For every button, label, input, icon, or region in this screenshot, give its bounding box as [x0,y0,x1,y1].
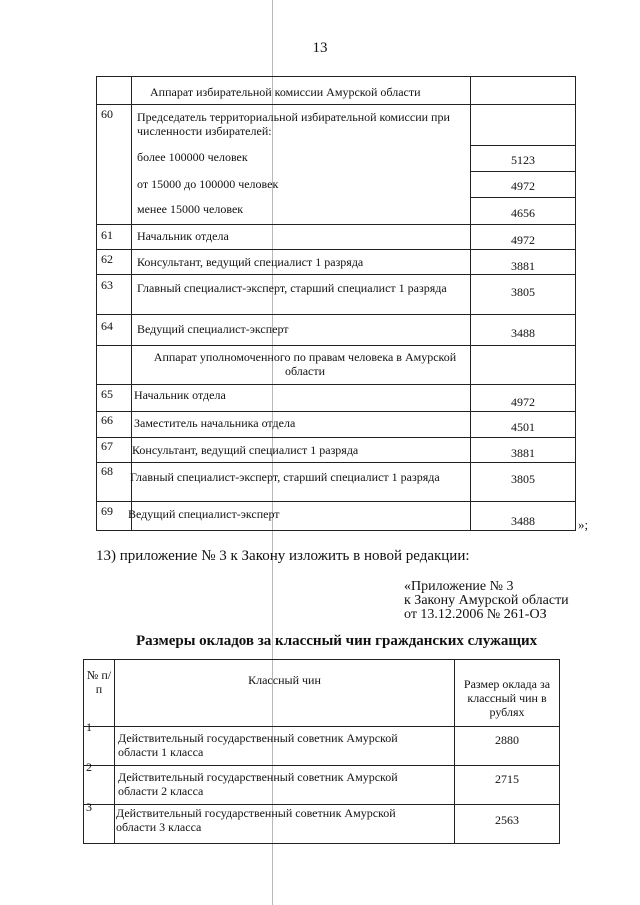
salary-value: 4972 [511,395,535,409]
section-header-ombudsman: Аппарат уполномоченного по правам человека в Амурской области [153,350,457,378]
row-number: 67 [101,439,113,453]
header-amount: Размер оклада за классный чин в рублях [463,677,551,719]
rank-value: 2880 [495,733,519,747]
row-title: Начальник отдела [137,229,229,243]
header-number: № п/п [86,668,112,696]
table-cell [470,76,576,105]
salary-value: 4972 [511,179,535,193]
salary-value: 5123 [511,153,535,167]
rank-title: Действительный государственный советник Амурской области 3 класса [116,806,396,834]
table-cell [96,345,132,385]
table-cell [114,659,455,727]
salary-value: 3805 [511,285,535,299]
row-title: Ведущий специалист-эксперт [137,322,289,336]
row-title: Начальник отдела [134,388,226,402]
section-header-izbirkom: Аппарат избирательной комиссии Амурской области [150,85,421,99]
rank-value: 2715 [495,772,519,786]
row-title: Главный специалист-эксперт, старший специалист 1 разряда [130,470,440,484]
row-number: 1 [86,720,92,734]
row-number: 62 [101,252,113,266]
salary-value: 4972 [511,233,535,247]
sub-label: менее 15000 человек [137,202,244,216]
row-title: Заместитель начальника отдела [134,416,296,430]
paragraph-13: 13) приложение № 3 к Закону изложить в новой редакции: [96,548,470,564]
row-number: 3 [86,800,92,814]
sub-label: от 15000 до 100000 человек [137,177,279,191]
salary-value: 3488 [511,514,535,528]
row-number: 65 [101,387,113,401]
page-number: 13 [312,40,328,56]
table-cell [96,76,132,105]
salary-value: 4656 [511,206,535,220]
appendix-ref-line1: «Приложение № 3 [404,579,514,594]
table2-title: Размеры окладов за классный чин гражданских служащих [136,633,538,649]
row-number: 2 [86,760,92,774]
row-title: Консультант, ведущий специалист 1 разряда [132,443,359,457]
row-title: Главный специалист-эксперт, старший специалист 1 разряда [137,281,447,295]
row-number: 60 [101,107,113,121]
salary-value: 3881 [511,446,535,460]
row-number: 68 [101,464,113,478]
rank-title: Действительный государственный советник Амурской области 1 класса [118,731,398,759]
row-number: 61 [101,228,113,242]
header-rank: Классный чин [248,673,321,687]
table-cell [470,104,576,146]
rank-title: Действительный государственный советник Амурской области 2 класса [118,770,398,798]
appendix-ref-line2: к Закону Амурской области [404,593,569,608]
salary-value: 3881 [511,259,535,273]
sub-label: более 100000 человек [137,150,248,164]
row-title: Председатель территориальной избирательной комиссии при численности избирателей: [137,110,450,138]
row-title: Ведущий специалист-эксперт [128,507,280,521]
closing-quote: »; [578,517,589,532]
rank-value: 2563 [495,813,519,827]
row-number: 69 [101,504,113,518]
row-title: Консультант, ведущий специалист 1 разряда [137,255,364,269]
row-number: 64 [101,319,113,333]
salary-value: 3805 [511,472,535,486]
table-cell [470,345,576,385]
table-cell [96,104,132,225]
appendix-ref-line3: от 13.12.2006 № 261-ОЗ [404,607,547,622]
row-number: 66 [101,413,113,427]
salary-value: 3488 [511,326,535,340]
salary-value: 4501 [511,420,535,434]
row-number: 63 [101,278,113,292]
